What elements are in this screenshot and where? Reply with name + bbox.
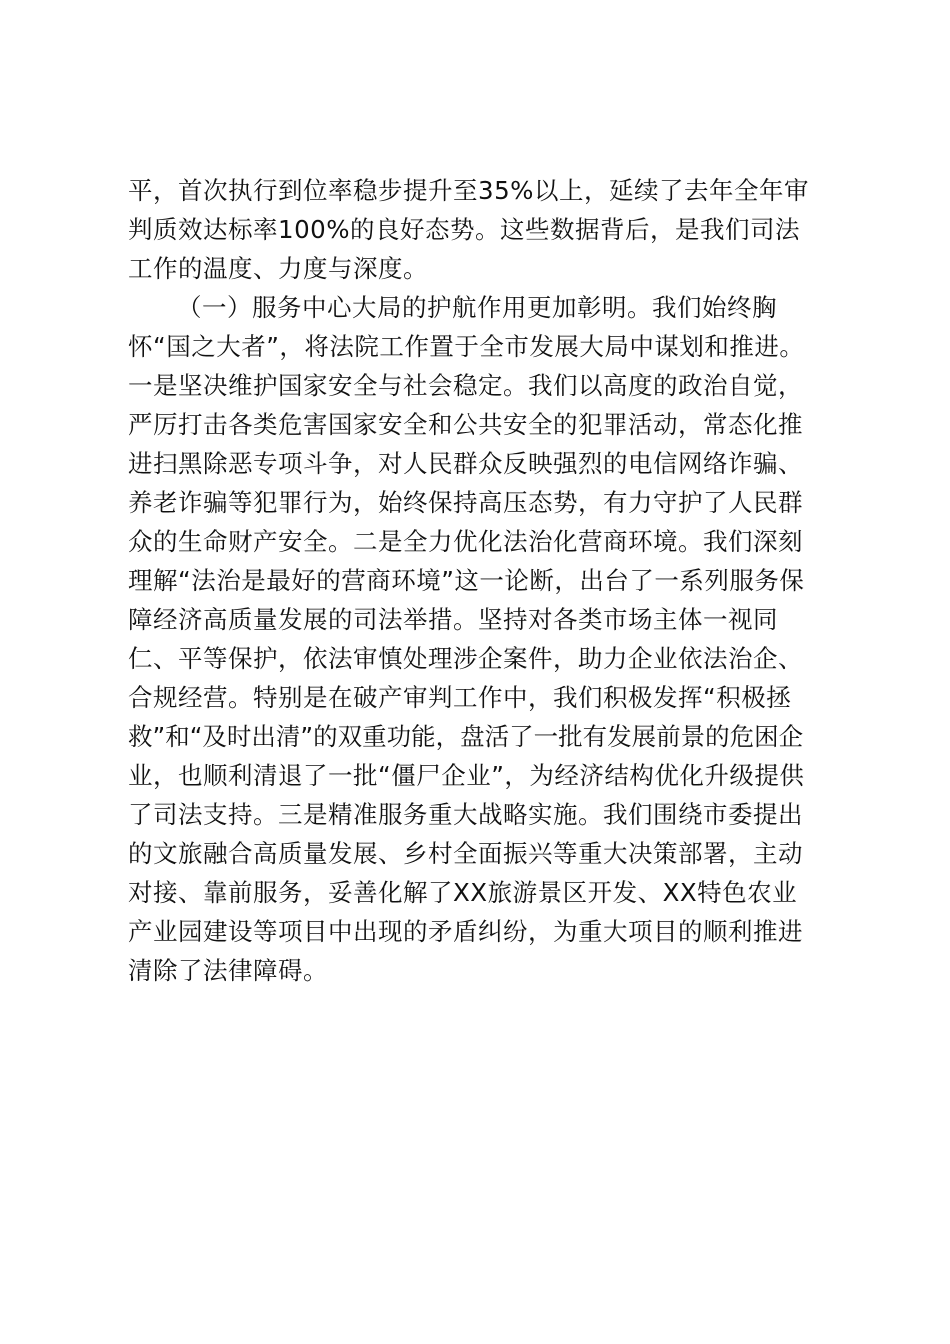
text-line: 对接、靠前服务，妥善化解了XX旅游景区开发、XX特色农业 xyxy=(128,878,798,907)
text-line: 平，首次执行到位率稳步提升至35%以上，延续了去年全年审 xyxy=(128,176,809,205)
text-line: 工作的温度、力度与深度。 xyxy=(128,254,428,283)
text-line: 业，也顺利清退了一批“僵尸企业”，为经济结构优化升级提供 xyxy=(128,761,805,790)
text-line: 怀“国之大者”，将法院工作置于全市发展大局中谋划和推进。 xyxy=(128,332,805,361)
text-line: 判质效达标率100%的良好态势。这些数据背后，是我们司法 xyxy=(128,215,801,244)
text-line: 养老诈骗等犯罪行为，始终保持高压态势，有力守护了人民群 xyxy=(128,488,803,517)
text-line: 产业园建设等项目中出现的矛盾纠纷，为重大项目的顺利推进 xyxy=(128,917,803,946)
text-line: 仁、平等保护，依法审慎处理涉企案件，助力企业依法治企、 xyxy=(128,644,803,673)
text-line: 众的生命财产安全。二是全力优化法治化营商环境。我们深刻 xyxy=(128,527,803,556)
text-line: 的文旅融合高质量发展、乡村全面振兴等重大决策部署，主动 xyxy=(128,839,803,868)
text-line: 严厉打击各类危害国家安全和公共安全的犯罪活动，常态化推 xyxy=(128,410,803,439)
text-line: 一是坚决维护国家安全与社会稳定。我们以高度的政治自觉， xyxy=(128,371,803,400)
text-line: 障经济高质量发展的司法举措。坚持对各类市场主体一视同 xyxy=(128,605,778,634)
body-text xyxy=(128,171,838,990)
text-line: 理解“法治是最好的营商环境”这一论断，出台了一系列服务保 xyxy=(128,566,805,595)
text-line: 清除了法律障碍。 xyxy=(128,956,328,985)
text-line: 救”和“及时出清”的双重功能，盘活了一批有发展前景的危困企 xyxy=(128,722,804,751)
text-line: 了司法支持。三是精准服务重大战略实施。我们围绕市委提出 xyxy=(128,800,803,829)
text-line: 进扫黑除恶专项斗争，对人民群众反映强烈的电信网络诈骗、 xyxy=(128,449,803,478)
text-line: 合规经营。特别是在破产审判工作中，我们积极发挥“积极拯 xyxy=(128,683,792,712)
section-heading-line: （一）服务中心大局的护航作用更加彰明。我们始终胸 xyxy=(177,293,777,322)
